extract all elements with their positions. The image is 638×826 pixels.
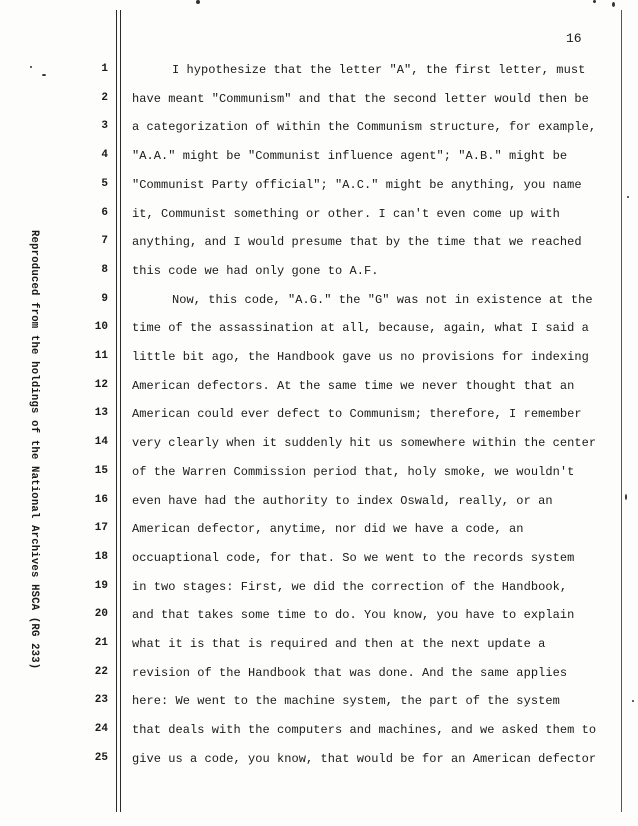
transcript-line: what it is that is required and then at the next update a <box>132 637 546 651</box>
transcript-line: I hypothesize that the letter "A", the first letter, must <box>172 63 586 77</box>
line-number: 18 <box>94 550 108 563</box>
line-number: 1 <box>101 63 108 75</box>
transcript-line: a categorization of within the Communism structure, for example, <box>132 120 597 135</box>
transcript-line: that deals with the computers and machines, and we asked them to <box>132 723 597 738</box>
transcript-line: this code we had only gone to A.F. <box>132 263 379 278</box>
line-number: 13 <box>94 407 108 420</box>
line-number: 4 <box>101 149 108 162</box>
line-number: 14 <box>94 436 108 449</box>
line-number: 11 <box>94 350 108 362</box>
line-number: 17 <box>94 522 108 535</box>
archive-stamp <box>26 230 46 700</box>
line-number: 2 <box>101 91 108 104</box>
transcript-line: here: We went to the machine system, the part of the system <box>132 694 560 709</box>
transcript-line: very clearly when it suddenly hit us somewhere within the center <box>132 436 597 451</box>
archive-stamp-text: Reproduced from the holdings of the National Archives HSCA (RG 233) <box>28 230 40 670</box>
line-number: 6 <box>101 206 108 219</box>
scan-speck <box>625 494 627 500</box>
line-number: 15 <box>94 464 108 477</box>
transcript-line: have meant "Communism" and that the second letter would then be <box>132 91 589 106</box>
line-number: 19 <box>94 579 108 592</box>
line-number: 22 <box>94 665 108 678</box>
transcript-line: even have had the authority to index Oswald, really, or an <box>132 493 553 508</box>
transcript-line: American could ever defect to Communism; therefore, I remember <box>132 407 582 422</box>
transcript-line: time of the assassination at all, because, again, what I said a <box>132 321 589 336</box>
line-number: 8 <box>101 263 108 276</box>
transcript-line: American defector, anytime, nor did we have a code, an <box>132 522 524 537</box>
transcript-line: Now, this code, "A.G." the "G" was not in existence at the <box>172 292 593 307</box>
line-number: 20 <box>94 608 108 621</box>
line-number: 21 <box>94 637 108 649</box>
scan-speck <box>612 2 615 7</box>
line-number: 16 <box>94 493 108 506</box>
transcript-line: it, Communist something or other. I can't even come up with <box>132 206 560 221</box>
transcript-line: revision of the Handbook that was done. And the same applies <box>132 665 568 680</box>
line-number: 12 <box>94 378 108 391</box>
line-number: 7 <box>101 235 108 248</box>
line-number: 24 <box>94 723 108 736</box>
scan-speck <box>196 0 200 4</box>
scan-speck <box>30 66 32 68</box>
line-number: 3 <box>101 120 108 133</box>
line-number: 25 <box>94 751 108 764</box>
transcript-line: and that takes some time to do. You know, you have to explain <box>132 608 575 623</box>
right-margin-rule <box>621 10 622 812</box>
page-number: 16 <box>566 31 582 46</box>
scan-speck <box>632 700 634 702</box>
scan-speck <box>627 196 629 198</box>
transcript-line: of the Warren Commission period that, holy smoke, we wouldn't <box>132 464 575 479</box>
line-number: 9 <box>101 292 108 305</box>
transcript-line: "A.A." might be "Communist influence agent"; "A.B." might be <box>132 149 568 164</box>
left-margin-rule <box>116 10 117 812</box>
transcript-line: anything, and I would presume that by the time that we reached <box>132 235 582 250</box>
transcript-line: occuaptional code, for that. So we went to the records system <box>132 550 575 565</box>
line-number: 5 <box>101 177 108 190</box>
scan-speck <box>593 0 596 3</box>
transcript-line: American defectors. At the same time we never thought that an <box>132 378 575 393</box>
line-number: 10 <box>94 321 108 334</box>
transcript-line: little bit ago, the Handbook gave us no provisions for indexing <box>132 350 589 364</box>
scan-speck <box>42 74 46 76</box>
left-margin-rule-inner <box>120 10 121 812</box>
transcript-line: give us a code, you know, that would be for an American defector <box>132 751 597 766</box>
transcript-line: in two stages: First, we did the correction of the Handbook, <box>132 579 568 594</box>
line-number: 23 <box>94 694 108 707</box>
transcript-line: "Communist Party official"; "A.C." might be anything, you name <box>132 177 582 192</box>
